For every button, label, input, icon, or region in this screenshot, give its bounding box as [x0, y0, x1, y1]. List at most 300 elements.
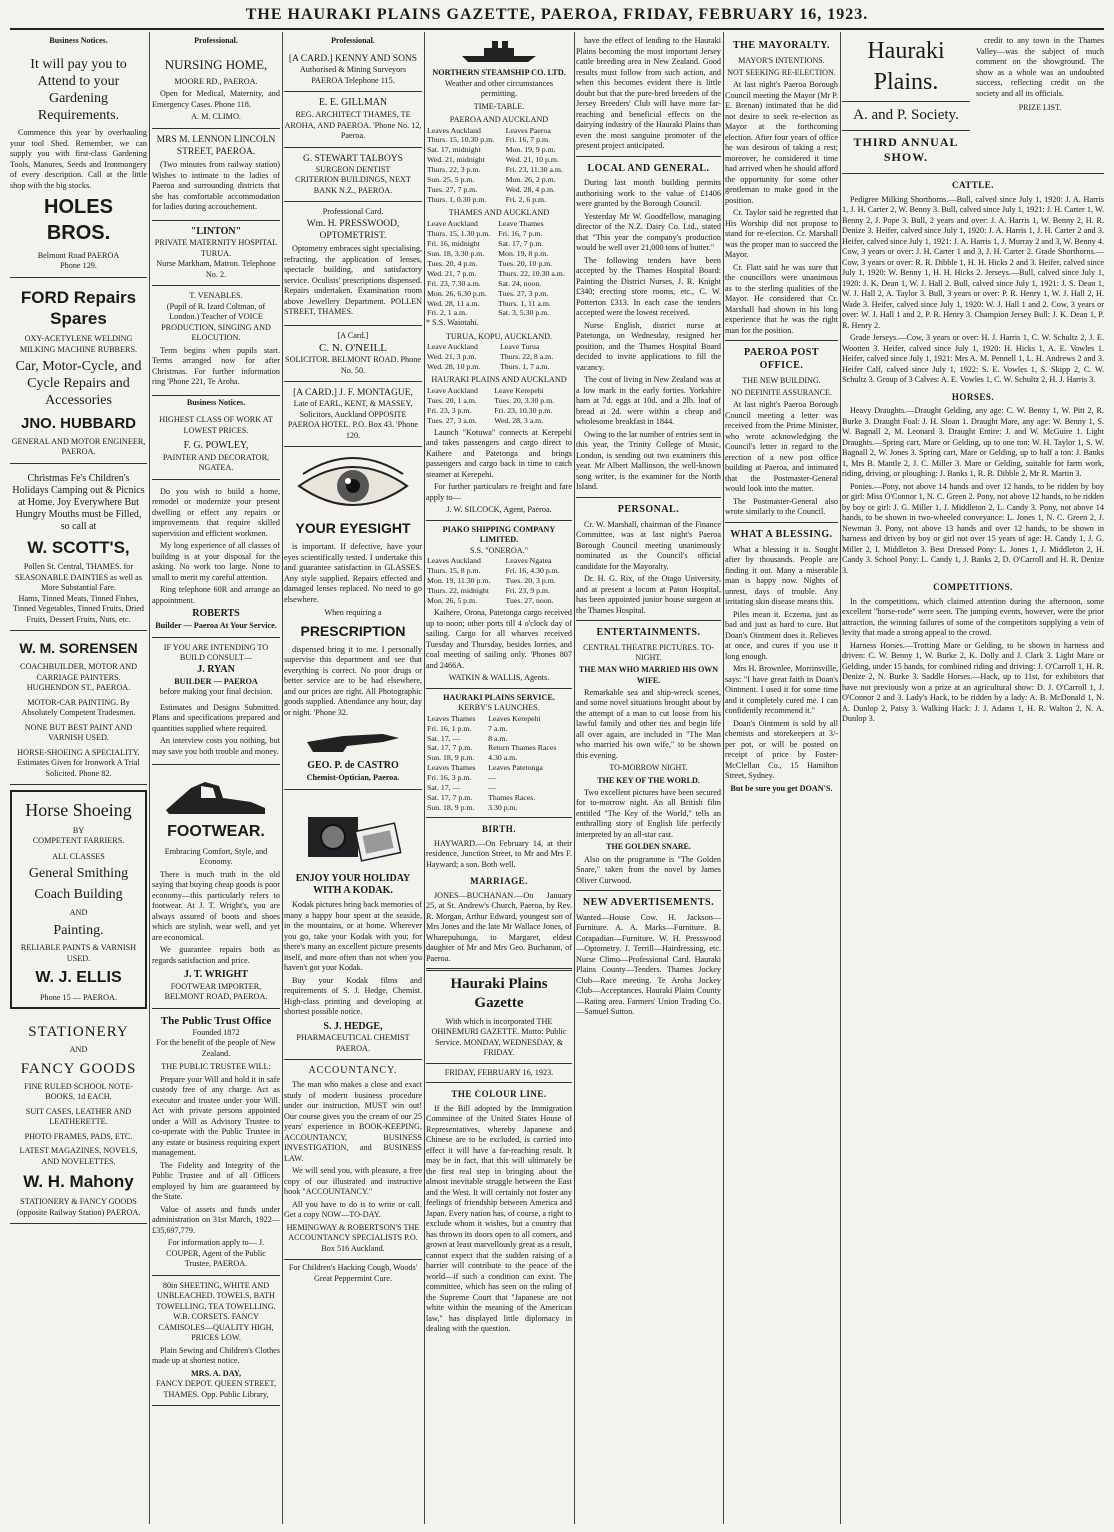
notice-heading: MARRIAGE. — [470, 876, 528, 887]
table-cell: Wed. 28, 3 a.m. — [494, 415, 544, 425]
ad-presswood — [284, 202, 422, 325]
article-body: Dr. H. G. Rix, of the Otago University, and at present a locum at Paton Hospital, has been appointed junior house surgeon at the Thames Hospital. — [576, 574, 721, 615]
ad-powley — [152, 410, 280, 480]
ad-address: FOOTWEAR IMPORTER, BELMONT ROAD, PAEROA. — [164, 981, 268, 1002]
ad-body: RELIABLE PAINTS & VARNISH USED. — [20, 943, 137, 963]
ad-body: Value of assets and funds under administration on 31st March, 1922— £35,697,779. — [152, 1204, 280, 1235]
ad-body: Optometry embraces sight specialising, refracting, the application of lenses, spectacle building, and satisfactory service. Oculists' prescriptions dispensed. Repairs undertaken. Examination room above Jewellery Department. POLLEN STREET, THAMES. — [284, 244, 422, 317]
ad-headline: HAURAKI PLAINS SERVICE. — [443, 692, 555, 702]
divider — [426, 817, 572, 818]
article-heading: LOCAL AND GENERAL. — [587, 162, 710, 174]
table-cell: Thurs. 1, 7 a.m. — [500, 362, 550, 372]
table-cell: Tues. 27, noon. — [505, 596, 554, 606]
article-heading: HORSES. — [951, 391, 995, 402]
ad-body: S.S. "ONEROA." — [469, 545, 529, 555]
ad-body: PHOTO FRAMES, PADS, ETC. — [24, 1131, 133, 1141]
table-cell: Sat. 17, 7 p.m. — [498, 238, 544, 248]
ad-advertiser: HOLES BROS. — [44, 196, 113, 245]
ad-body: REG. ARCHITECT THAMES, TE AROHA, AND PAEROA. 'Phone No. 12, Paeroa. — [284, 110, 422, 141]
table-cell: Thurs. 22, 3 p.m. — [427, 165, 481, 175]
ad-body: AND — [69, 908, 88, 918]
divider — [576, 620, 721, 621]
ad-address: (opposite Railway Station) PAEROA. — [16, 1207, 141, 1217]
ad-venables — [152, 286, 280, 396]
column-rule — [282, 32, 283, 1524]
table-cell: 4.30 a.m. — [488, 753, 518, 763]
timetable-table — [426, 386, 572, 426]
ad-body: AND — [69, 1045, 88, 1055]
ad-body: Open for Medical, Maternity, and Emergency Cases. Phone 118. — [152, 89, 280, 109]
ad-headline: STATIONERY — [28, 1024, 129, 1041]
table-header: Leaves Auckland — [427, 125, 481, 135]
ad-ellis — [10, 790, 147, 1009]
ad-advertiser: GEO. P. de CASTRO — [307, 760, 399, 772]
ad-advertiser: W. J. ELLIS — [35, 969, 122, 987]
article-body: Heavy Draughts.—Draught Gelding, any age: C. W. Benny 1, W. Pitt 2, R. Burke 3. Draught Foal: J. H. Sloan 1. Draught Mare, any age: W. Benny 1, S. W. Bagnall 2, M. Leonard 3. Draught Entire: J. and W. McGuire 1. Light Draughts.—Spring cart, Mare or Gelding, up to one ton: W. H. Taylor 1, S. W. Bagnall 2, W. Jones 3. Spring cart, Mare or Gelding, up to half a ton: J. Banks 1, Mrs B. Mantle 2, J. C. Miller 3. Mare or Gelding, suitable for farm work, riding, driving, or ploughing: J. Banks 1, R. R. Dibble 2, Mr R. Martin 3. — [842, 406, 1104, 479]
ad-headline: E. E. GILLMAN — [318, 97, 388, 109]
column-rule — [424, 32, 425, 1524]
table-cell: Tues. 27, 7 p.m. — [427, 185, 478, 195]
ad-body: An interview costs you nothing, but may save you both trouble and money. — [152, 736, 280, 756]
ad-headline: FANCY GOODS — [20, 1060, 137, 1077]
ad-headline: IF YOU ARE INTENDING TO BUILD CONSULT— — [163, 642, 269, 663]
ad-body: Late of EARL, KENT, & MASSEY, Solicitors, Auckland OPPOSITE PAEROA HOTEL. P.O. Box 43. 'Phone 120. — [287, 399, 419, 440]
ad-body: MOTOR-CAR PAINTING. By Absolutely Competent Tradesmen. — [21, 697, 136, 718]
ad-address: MOORE RD., PAEROA. — [174, 76, 258, 86]
notice-body: JONES—BUCHANAN.—On January 25, at St. Andrew's Church, Paeroa, by Rev. R. Morgan, Arthur Edward, youngest son of Mrs Jones and the late Mr Wallace Jones, of Wharepuhunga, to Margaret, eldest daughter of Mr and Mrs Geo. Buchanan, of Paeroa. — [426, 890, 572, 963]
article-body: Ponies.—Pony, not above 14 hands and over 12 hands, to be ridden by boy or girl: Miss O'Connor 1, N. C. Green 2. Pony, not above 12 hands, to be ridden by boy or girl: J. G. Miller 1, J. Middleton 2, L. Candy 3. Pony, not above 14 hands, to be shown in two-wheeled conveyance: L. Jones 1, N. C. Green 2, J. Newman 3. Pony, not above 13 hands and over 12 hands, to be shown in harness and driven by boy or girl not over 15 years of age: H. Candy 1, J. G. Miller 2, I. Middleton 3. Best Dressed Pony: L. Jones 1, J. Middleton 2, H. Candy 3. School Pony: L. Candy 1, J. Banks 2, D. O'Carroll and H. R. Denize 3. — [842, 481, 1104, 575]
ad-address: Chemist-Optician, Paeroa. — [306, 773, 400, 782]
ad-body: dispensed bring it to me. I personally supervise this department and see that everything is correct. No poor drugs or better service are to be had elsewhere, and our prices are right. All Photographic goods supplied. Attendance any hour, day or night. 'Phone 32. — [284, 644, 422, 717]
ad-body: Founded 1872 — [192, 1027, 240, 1037]
timetable-note: Kaihere, Orona, Patetonga cargo received up to noon; other ports till 4 o'clock day of sailing. Cargo for all wharves received Tuesday and Thursday, besides lorries, and coal meeting of sailing only. 'Phones 807 and 2466A. — [426, 608, 572, 670]
article-body: Mrs H. Brownlee, Morrinsville, says: "I have great faith in Doan's Ointment. I used it for some time and it completely cured me. I can confidently recommend it." — [725, 664, 838, 716]
ad-advertiser: J. W. SILCOCK, Agent, Paeroa. — [446, 505, 552, 515]
section-label: Business Notices. — [49, 36, 108, 45]
timetable-route: PAEROA AND AUCKLAND — [449, 115, 549, 124]
ad-body: We will send you, with pleasure, a free copy of our illustrated and instructive book "ACCOUNTANCY." — [284, 1166, 422, 1197]
ad-body: There is much truth in the old saying that buying cheap goods is poor economy—this particularly refers to footwear. At J. T. Wright's, you are always assured of boots and shoes which are stylish, wear well, and yet are economical. — [152, 869, 280, 942]
table-header: Leaves Paeroa — [505, 125, 551, 135]
table-cell: Wed. 28, 11 a.m. — [427, 298, 480, 308]
article-heading: ENTERTAINMENTS. — [596, 627, 701, 639]
table-cell: Fri. 16, 7 p.m. — [505, 135, 550, 145]
ad-day — [152, 1276, 280, 1407]
article-body: Wanted—House Cow. H. Jackson—Furniture. A. A. Marks—Furniture. B. Corapadian—Furniture. W. H. Presswood—Optometry. J. Terrill—Hairdressing, etc. Nurse Climo—Professional Card. Hauraki Plains County—Tenders. Thames Jockey Club—Race meeting. Te Aroha Jockey Club—Acceptances. Hauraki Plains County—Rating area. Farmers' Union Trading Co.—Samuel Sutton. — [576, 912, 721, 1017]
table-cell: Mon. 26, 2 p.m. — [505, 175, 556, 185]
column-3 — [284, 34, 422, 1522]
table-cell: Tues. 27, 3 p.m. — [498, 288, 549, 298]
table-cell: 8 a.m. — [488, 733, 508, 743]
table-cell: Mon. 19, 8 p.m. — [498, 248, 549, 258]
ad-body: For the benefit of the people of New Zealand. — [156, 1038, 276, 1058]
ad-body: For information apply to— J. COUPER, Agent of the Public Trustee, PAEROA. — [166, 1238, 266, 1269]
ad-body: Commence this year by overhauling your tool Shed. Remember, we can supply you with first-class Gardening Tools, Manures, Seeds and Ironmongery of every description. Call at the little shop with the big stocks. — [10, 128, 147, 190]
column-5 — [576, 34, 721, 1522]
ad-address: Pollen St. Central, THAMES. for SEASONABLE DAINTIES as well as More Substantial Fare. — [15, 562, 142, 593]
ad-body: before making your final decision. — [159, 687, 273, 697]
article-subheading: CENTRAL THEATRE PICTURES. TO-NIGHT. — [583, 642, 714, 663]
ad-advertiser: MRS. A. DAY, — [190, 1368, 242, 1378]
table-cell: Mon. 26, 6.30 p.m. — [427, 288, 487, 298]
table-cell: Wed. 21, 10 p.m. — [505, 155, 559, 165]
table-cell: Fri. 23, 3 p.m. — [427, 405, 472, 415]
ad-montague — [284, 382, 422, 447]
masthead-rule — [10, 28, 1104, 30]
ad-oneill — [284, 326, 422, 383]
ad-body: BUILDER — PAEROA — [174, 676, 258, 686]
ad-advertiser: ROBERTS — [192, 608, 240, 620]
table-cell: Fri. 23, 7.30 a.m. — [427, 278, 481, 288]
pointing-hand-icon — [303, 722, 403, 756]
table-cell: Fri. 23, 11.30 a.m. — [505, 165, 563, 175]
ad-wright — [152, 765, 280, 1009]
article-subheading: THE KEY OF THE WORLD. — [597, 775, 700, 785]
ad-address: PAINTER AND DECORATOR, NGATEA. — [162, 452, 270, 473]
ad-scott — [10, 464, 147, 632]
ad-headline: NORTHERN STEAMSHIP CO. LTD. — [432, 68, 566, 77]
divider — [426, 1063, 572, 1064]
timetable-table — [426, 342, 572, 372]
column-4 — [426, 34, 572, 1522]
divider — [842, 101, 970, 102]
article-subheading: THE GOLDEN SNARE. — [606, 842, 691, 852]
table-header: Leave Thames — [498, 218, 544, 228]
ad-gillman — [284, 92, 422, 147]
table-header: Leave Turua — [500, 342, 540, 352]
ad-body: My long experience of all classes of building is at your disposal for the asking. No work too large. None to small to merit my careful attention. — [152, 541, 280, 582]
article-subheading: THE NEW BUILDING. — [742, 375, 821, 385]
ad-advertiser: WATKIN & WALLIS, Agents. — [448, 673, 550, 683]
article-body: The Postmaster-General also wrote similarly to the Council. — [725, 496, 838, 517]
timetable-table — [426, 126, 572, 206]
timetable-note: For further particulars re freight and fare apply to— — [426, 482, 572, 502]
article-heading: PERSONAL. — [617, 503, 680, 515]
article-body: have the effect of lending to the Hauraki Plains becoming the most important Jersey cattle breeding area in New Zealand. Good results must follow from such action, and when this becomes evident there is little doubt but that the pure-bred breeders of the Jersey Breeders' Club will have more far-reaching and beneficial effects on the dairying industry of the Hauraki Plains than even the most sanguine promoter of the present project anticipated. — [576, 36, 721, 150]
editorial-heading: THE COLOUR LINE. — [451, 1089, 547, 1100]
ad-address: Belmont Road PAEROA — [37, 250, 120, 260]
notice-heading: BIRTH. — [482, 824, 516, 835]
article-body: But be sure you get DOAN'S. — [730, 783, 833, 793]
article-subheading: NOT SEEKING RE-ELECTION. — [727, 68, 836, 78]
ad-body: The Fidelity and Integrity of the Public Trustee and of all Officers employed by him are guaranteed by the State. — [152, 1160, 280, 1202]
divider — [426, 1082, 572, 1083]
table-cell: Sat. 17, 7 p.m. — [427, 743, 473, 753]
section-label: TIME-TABLE. — [473, 101, 525, 111]
ad-body: SUIT CASES, LEATHER AND LEATHERETTE. — [25, 1106, 132, 1127]
section-label: Professional. — [331, 36, 375, 45]
table-cell: Thurs. 22, 10.30 a.m. — [498, 268, 565, 278]
table-header: Leaves Ngatea — [505, 556, 552, 566]
table-cell: Tues. 20, 3.30 p.m. — [494, 395, 555, 405]
article-body: At last night's Paeroa Borough Council meeting a letter was received from the Prime Minister, who wrote acknowledging the Council's letter in regard to the erection of a new post office building at Paeroa, and intimated that the Postmaster-General would look into the matter. — [725, 400, 838, 494]
table-cell: Tues. 27, 3 a.m. — [427, 415, 477, 425]
divider — [576, 890, 721, 891]
article-heading: PAEROA POST OFFICE. — [743, 347, 820, 372]
ad-body: ALL CLASSES — [52, 851, 105, 861]
ad-headline: PIAKO SHIPPING COMPANY LIMITED. — [442, 524, 556, 545]
table-cell: Wed. 28, 10 p.m. — [427, 362, 481, 372]
table-cell: Fri. 16, midnight — [427, 238, 480, 248]
article-body: Cr. Flatt said he was sure that the councillors were unanimous as to the sterling qualities of the Mayor. He considered that Cr. Marshall had shown in his long experience that he was the right man for the position. — [725, 262, 838, 335]
steamship-icon — [454, 38, 544, 64]
article-heading: THE MAYORALTY. — [732, 40, 831, 51]
column-rule — [723, 32, 724, 1524]
show-title: Hauraki Plains. — [867, 38, 945, 95]
section-label: Professional. — [194, 36, 238, 45]
ad-headline: FORD Repairs Spares — [20, 287, 137, 329]
ad-headline: It will pay you to Attend to your Gardening Requirements. — [30, 57, 127, 123]
ad-body: Kodak pictures bring back memories of many a happy hour spent at the seaside, in the mountains, or at home. Wherever you go, take your Kodak with you; for there's many an excellent picture presents itself, and more often than not when you haven't got your Kodak. — [284, 900, 422, 973]
ad-body: SURGEON DENTIST — [315, 164, 391, 174]
ad-body: COMPETENT FARRIERS. — [32, 836, 125, 846]
ad-body: Plain Sewing and Children's Clothes made up at shortest notice. — [152, 1345, 280, 1366]
ad-body: STATIONERY & FANCY GOODS — [20, 1197, 137, 1207]
ad-headline: C. N. O'NEILL — [319, 342, 387, 355]
timetable-table — [426, 219, 572, 319]
table-cell: Thurs. 22, 8 a.m. — [500, 352, 554, 362]
ad-body: Estimates Given for Ironwork A Trial Solicited. Phone 82. — [17, 758, 140, 778]
ad-headline: [A CARD.] KENNY AND SONS — [288, 54, 418, 65]
article-body: During last month building permits authorising work to the value of £1406 were granted by the Borough Council. — [576, 178, 721, 209]
ad-advertiser: J. T. WRIGHT — [184, 969, 248, 981]
eye-illustration-icon — [293, 456, 413, 516]
masthead: THE HAURAKI PLAINS GAZETTE, PAEROA, FRIDAY, FEBRUARY 16, 1923. — [245, 6, 869, 23]
table-header: Leave Auckland — [427, 385, 478, 395]
ad-holes-bros — [10, 48, 147, 277]
table-cell: Sat. 17, midnight — [427, 145, 481, 155]
article-heading: WHAT A BLESSING. — [730, 528, 833, 540]
ad-body: is important. If defective, have your eyes scientifically tested. I undertake this and guarantee satisfaction in GLASSES. Any style supplied. Repairs effected and damaged lenses replaced. No need to go elsewhere. — [284, 542, 422, 604]
ad-headline: YOUR EYESIGHT — [295, 520, 411, 537]
table-cell: Leaves Patetonga — [488, 763, 543, 773]
table-cell: Fri. 16, 7 p.m. — [498, 228, 543, 238]
table-cell: Leaves Thames — [427, 763, 476, 773]
table-cell: Thurs. 15, 8 p.m. — [427, 566, 481, 576]
table-cell: Thurs. 1, 11 a.m. — [498, 298, 551, 308]
table-cell: Tues. 20, 3 p.m. — [505, 576, 556, 586]
ad-body: 80in SHEETING, WHITE AND UNBLEACHED. TOWELS, BATH TOWELLING, TEA TOWELLING. W.B. CORSETS. FANCY CAMISOLES—QUALITY HIGH, PRICES LOW. — [156, 1280, 276, 1343]
ad-public-trust — [152, 1009, 280, 1276]
notice-body: HAYWARD.—On February 14, at their residence, Junction Street, to Mr and Mrs F. Hayward; a son. Both well. — [426, 838, 572, 869]
ad-headline: HIGHEST CLASS OF WORK AT LOWEST PRICES. — [159, 415, 273, 435]
article-body: Also on the programme is "The Golden Snare," taken from the novel by James Oliver Curwood. — [576, 854, 721, 885]
ad-body: (Two minutes from railway station) Wishes to intimate to the ladies of Paeroa and surrounding districts that she has comfortable accommodation for ladies during accouchement. — [152, 160, 280, 212]
ad-advertiser: S. J. HEDGE, — [323, 1020, 383, 1032]
table-cell: Sat. 17, — — [427, 733, 461, 743]
ad-body: Prepare your Will and hold it in safe custody free of any charge. Act as executor and trustee under your Will. Act with private persons appointed under a Will as Advisory Trustee to co-operate with the Public Trustee in any estate or business requiring expert management. — [152, 1074, 280, 1158]
ad-body: Embracing Comfort, Style, and Economy. — [164, 846, 268, 867]
article-body: credit to any town in the Thames Valley—was the subject of much comment on the showground. The show as a whole was an undoubted success, reflecting credit on the society and all its officials. — [976, 36, 1104, 98]
ad-body: (Pupil of R. Izard Coltman, of London.) Teacher of VOICE PRODUCTION, SINGING AND ELOCUTION. — [161, 301, 271, 343]
ad-advertiser: W. M. SORENSEN — [19, 640, 138, 657]
table-cell: Fri. 23, 9 p.m. — [505, 586, 550, 596]
ad-body: KERBY'S LAUNCHES. — [458, 703, 540, 713]
ad-body: FINE RULED SCHOOL NOTE-BOOKS, 1d EACH. — [24, 1081, 133, 1102]
article-body: In the competitions, which claimed attention during the afternoon, some excellent "horse-rode" were seen. The jumping events, however, were the prior attraction, the winning failures of some of the competitors supplying a vein of levity that made a strong appeal to the crowd. — [842, 596, 1104, 638]
timetable-note: * S.S. Waiotahi. — [426, 318, 479, 328]
table-cell: Wed. 21, 3 p.m. — [427, 352, 477, 362]
table-cell: Wed. 21, 7 p.m. — [427, 268, 477, 278]
article-body: Pedigree Milking Shorthorns.—Bull, calved since July 1, 1920: J. A. Harris 1, J. H. Carter 2, W. Benny 3. Bull, calved since July 1, 1921: J. H. Carter 1, W. Benny 2, J. Pope 3. Bull, 2 years and over: J. A. Harris 1, W. Benny 2, H. R. Denize 3. Heifer, calved since July 1, 1920: J. A. Harris 1, J. H. Carter 2 and 3. Heifer, calved since July 1, 1921: J. A. Harris 1, J. Murray 2 and 3, W. Benny 4. Cow, 3 years or over: J. H. Carter 1 and 3, J. H. Carter 2. Grade Shorthorns.—Cow, 3 years or over: R. R. Dibble 1, H. H. Hicks 2 and 3. Heifer, calved since July 1, 1920: W. Benny 1, H. H. Hicks 2. Jerseys.—Bull, calved since July 1, 1920: J. K. Dean 1, W. J. Hall 2. Bull, calved since July 1, 1921: J. S. Dean 1, W. J. Hall 2, A. Taylor 3. Bull, 3 years or over: P. R. Henry 1, W. J. Hall 2, H. Wade 3. Heifer, calved since July 1, 1920: W. J. Hall 1 and 2. Cow, 3 years or over: W. J. Hall 1 and 2, P. R. Henry 3. Champion Jersey Bull: J. K. Dean 1, P. R. Henry 2. — [842, 194, 1104, 330]
table-cell: Mon. 19, 9 p.m. — [505, 145, 556, 155]
ad-body: LATEST MAGAZINES, NOVELS, AND NOVELETTES. — [19, 1146, 138, 1166]
ad-headline: Christmas Fe's Children's Holidays Camping out & Picnics at Home. Joy Everywhere But Hungry Mouths must be Filled, so call at — [12, 472, 145, 532]
ad-phone: Phone 129. — [60, 261, 97, 271]
article-subheading: PRIZE LIST. — [1018, 103, 1062, 112]
timetable-route: HAURAKI PLAINS AND AUCKLAND — [431, 375, 567, 385]
table-cell: Sun. 25, 5 p.m. — [427, 175, 475, 185]
article-body: Remarkable sea and ship-wreck scenes, and some novel situations brought about by the attempt of a man to cut loose from his lawful family and other ties and begin life all over again, are included in "The Man who married his own wife," to be shown this evening. — [576, 687, 721, 760]
ad-body: THE PUBLIC TRUSTEE WILL: — [161, 1062, 271, 1072]
table-cell: Wed. 28, 4 p.m. — [505, 185, 555, 195]
ad-body: NONE BUT BEST PAINT AND VARNISH USED. — [24, 722, 133, 743]
divider — [426, 688, 572, 689]
ad-woods: For Children's Hacking Cough, Woods' Great Peppermint Cure. — [288, 1263, 418, 1283]
ad-body: Weather and other circumstances permitting. — [444, 78, 554, 98]
timetable-note: Launch "Kotuwa" connects at Kerepehi and takes passengers and cargo direct to Kaihere and Patetonga and brings passengers and cargo back in time to catch steamer at Kerepehi. — [426, 427, 572, 479]
article-body: Piles mean it. Eczema, just as bad and just as hard to cure. But Doan's Ointment does it. Relieves at once, and cures if you use it long enough. — [725, 609, 838, 661]
column-2 — [152, 34, 280, 1522]
table-cell: Sun. 18, 3.30 p.m. — [427, 248, 485, 258]
ad-body: Term begins when pupils start. Terms arranged now for after Christmas. For further information ring 'Phone 221, Te Aroha. — [152, 345, 280, 387]
ad-lennon — [152, 129, 280, 221]
article-subheading: NO DEFINITE ASSURANCE. — [731, 388, 832, 398]
ad-kenny — [284, 48, 422, 92]
column-7 — [842, 34, 1104, 1522]
ad-headline: NURSING HOME, — [164, 57, 268, 73]
table-cell: Mon. 19, 11.30 p.m. — [427, 576, 491, 586]
article-heading: NEW ADVERTISEMENTS. — [582, 897, 715, 909]
ad-headline: General Smithing — [28, 866, 129, 882]
ad-address: CRITERION BUILDINGS, NEXT BANK N.Z., PAEROA. — [295, 175, 411, 195]
article-subheading: TO-MORROW NIGHT. — [609, 763, 688, 773]
article-body: What a blessing it is. Sought after by thousands. People are finding it out. Many a miserable man is happy now. Nights of unrest, days of trouble. Any irritating skin disease means this. — [725, 544, 838, 607]
ad-address: GENERAL AND MOTOR ENGINEER, PAEROA. — [11, 436, 146, 457]
show-heading: THIRD ANNUAL SHOW. — [853, 134, 959, 164]
ad-label: [A Card.] — [337, 330, 369, 340]
table-cell: Fri. 16, 1 p.m. — [427, 723, 472, 733]
timetable-route: TURUA, KOPU, AUCKLAND. — [445, 331, 553, 341]
table-header: Leaves Kerepehi — [488, 713, 541, 723]
article-body: At last night's Paeroa Borough Council meeting the Mayor (Mr P. E. Brenan) intimated that he did not desire to seek re-election as Mayor at the forthcoming election. After four years of office he was desirous of taking a rest; moreover, he considered it time had arrived when he should afford the opportunity for some other gentleman to make good in the position. — [725, 80, 838, 205]
column-rule — [574, 32, 575, 1524]
ad-ryan — [152, 638, 280, 765]
ad-headline: Horse Shoeing — [25, 800, 132, 821]
article-body: Owing to the lar number of entries sent in this year, the Trinity College of Music, London, is sending out two examiners this year. Mr Albert Mallinson, the well-known song writer, is the examiner for the North Island. — [576, 429, 721, 492]
ad-address: FANCY DEPOT. QUEEN STREET, THAMES. Opp. Public Library, — [156, 1379, 276, 1399]
divider — [576, 156, 721, 157]
table-header: Leaves Thames — [427, 713, 476, 723]
ad-talboys — [284, 148, 422, 203]
ad-headline: G. STEWART TALBOYS — [303, 153, 403, 164]
ad-body: When requiring a — [324, 608, 382, 618]
ad-advertiser: HEMINGWAY & ROBERTSON'S THE ACCOUNTANCY SPECIALISTS P.O. Box 516 Auckland. — [286, 1222, 420, 1253]
divider — [725, 522, 838, 523]
ad-body: Ring telephone 60R and arrange an appointment. — [152, 585, 280, 605]
ad-hemingway — [284, 1060, 422, 1260]
article-subheading: MAYOR'S INTENTIONS. — [738, 55, 825, 65]
ad-headline: Coach Building — [34, 887, 123, 903]
ad-body: HORSE-SHOEING A SPECIALITY. — [17, 747, 140, 757]
article-body: Harness Horses.—Trotting Mare or Gelding, to be shown in harness and driven: C. W. Benny 1, W. Burke 2, K. Dolly and J. Clark 3. Light Mare or Gelding, under 15 hands, for combined riding and driving: J. O'Carroll 1, H. R. Denize 2, N. Burke 3. Saddle Horses.—Hack, up to 11st, for exhibitors that have not previously won a prize at an agricultural show: D. J. O'Carroll 1, J. O'Connor 2 and 3. Lady's Hack, to be ridden by a lady: A. B. McDonald 1, N. A. Dunlop 2, Patsy 3. Walking Hack: J. J. Adams 1, H. R. Walton 2, N. A. Dunlop 3. — [842, 640, 1104, 724]
table-cell: Sat. 17, 7 p.m. — [427, 793, 473, 803]
article-body: Nurse English, district nurse at Patetonga, on Wednesday, resigned her position, and the Thames Hospital Board decided to invite applications to fill the vacancy. — [576, 320, 721, 372]
divider — [725, 340, 838, 341]
ad-headline: [A CARD.] J. F. MONTAGUE, — [293, 388, 413, 399]
ad-linton — [152, 221, 280, 287]
ad-body: SOLICITOR. BELMONT ROAD. Phone No. 50. — [285, 355, 421, 375]
timetable-table — [426, 556, 572, 606]
ad-advertiser: W. SCOTT'S, — [27, 537, 130, 557]
ad-headline: FOOTWEAR. — [167, 823, 265, 841]
divider — [576, 497, 721, 498]
article-heading: COMPETITIONS. — [933, 582, 1013, 593]
column-6 — [725, 34, 838, 1522]
ad-roberts — [152, 480, 280, 638]
ad-body: BY — [72, 825, 85, 835]
table-cell: Fri. 23, 10.30 p.m. — [494, 405, 553, 415]
table-cell: Thurs. 22, midnight — [427, 586, 489, 596]
table-cell: Tues. 20, 1 a.m. — [427, 395, 477, 405]
table-header: Leave Auckland — [427, 218, 478, 228]
ad-advertiser: W. H. Mahony — [23, 1172, 134, 1192]
table-cell: Mon. 26, 5 p.m. — [427, 596, 478, 606]
ad-body: We guarantee repairs both as regards satisfaction and price. — [152, 945, 280, 965]
ad-address: PHARMACEUTICAL CHEMIST PAEROA. — [296, 1033, 410, 1053]
ad-de-castro — [284, 447, 422, 789]
table-cell: Thames Races. — [488, 793, 536, 803]
table-cell: Sat. 24, noon. — [498, 278, 542, 288]
article-body: The cost of living in New Zealand was at a low mark in the early forties. Yorkshire ham at 7d. eggs at 10d. and a 2lb. loaf of bread at 2d. were within a cheap and wholesome breakfast in 1844. — [576, 375, 721, 427]
table-cell: Thurs. 15, 1.30 p.m. — [427, 228, 491, 238]
table-cell: Return Thames Races — [488, 743, 557, 753]
ad-headline: ACCOUNTANCY. — [308, 1065, 398, 1077]
article-body: Doan's Ointment is sold by all chemists and storekeepers at 3/- per pot, or will be posted on receipt of price by Foster-McClellan Co., 15 Hamilton Street, Sydney. — [725, 718, 838, 781]
table-cell: — — [488, 773, 496, 783]
table-cell: 3.30 p.m. — [488, 803, 518, 813]
article-heading: CATTLE. — [951, 180, 995, 191]
ad-advertiser: A. M. CLIMO. — [191, 112, 241, 122]
ad-label: Professional Card. — [322, 207, 384, 217]
ad-advertiser: F. G. POWLEY, — [183, 440, 249, 452]
table-cell: Tues. 20, 10 p.m. — [498, 258, 553, 268]
table-cell: Sun. 18, 9 p.m. — [427, 803, 475, 813]
column-rule — [149, 32, 150, 1524]
ad-advertiser: J. RYAN — [197, 663, 235, 675]
table-cell: Fri. 16, 4.30 p.m. — [505, 566, 560, 576]
ad-body: OXY-ACETYLENE WELDING MILKING MACHINE RUBBERS. — [19, 334, 138, 354]
ad-headline: Car, Motor-Cycle, and Cycle Repairs and Accessories — [15, 359, 142, 408]
table-cell: Sun. 18, 9 p.m. — [427, 753, 475, 763]
table-cell: Fri. 2, 1 a.m. — [427, 308, 468, 318]
kodak-camera-icon — [298, 799, 408, 869]
article-body: The following tenders have been accepted by the Thames Hospital Board: Painting the District Nurses, J. R. Knight £340; erecting store rooms, etc., C. W. Potterton £313. In each case the tenders accepted were the lowest received. — [576, 255, 721, 318]
ad-body: Nurse Markham, Matron. Telephone No. 2. — [156, 259, 276, 279]
column-1 — [10, 34, 147, 1522]
ad-sorensen — [10, 631, 147, 785]
ad-advertiser: JNO. HUBBARD — [20, 414, 136, 432]
ad-body: Authorised & Mining Surveyors PAEROA Telephone 115. — [299, 65, 407, 85]
ad-body: Do you wish to build a home, remodel or modernize your present dwelling or effect any repairs or improvements that require skilled supervision and efficient workmen. — [152, 486, 280, 538]
table-cell: — — [488, 783, 496, 793]
ad-headline: ENJOY YOUR HOLIDAY WITH A KODAK. — [295, 872, 411, 897]
divider — [842, 130, 970, 131]
ad-body: Hams, Tinned Meats, Tinned Fishes, Tinned Vegetables, Tinned Fruits, Dried Fruits, Dessert Fruits, Nuts, etc. — [12, 593, 144, 624]
editorial-body: If the Bill adopted by the Immigration Committee of the United States House of Representatives, whereby Japanese and Chinese are to be excluded, is carried into effect it will have a far-reaching result. It may be in fact, that this will ultimately be the first real step in bringing about the almost inevitable struggle between the East and the West. It will certainly not foster any feelings of friendship between America and Japan. Every nation has, of course, a right to exclude whom it wishes, but a country that has thrown its doors open to all comers, and grown at least marvellously great as a result, cannot expect that the sudden raising of a barrier will contribute to the peace of the world—if such a condition can exist. The committee, which has seen on the ruling of the Supreme Court that "Japanese are not white within the meaning of the American law," has displayed little diplomacy in dealing with the question. — [426, 1103, 572, 1334]
ad-hubbard — [10, 278, 147, 464]
article-body: Cr. W. Marshall, chairman of the Finance Committee, was at last night's Paeroa Borough Council meeting unanimously nominated as the Council's official candidate for the Mayoralty. — [576, 519, 721, 571]
